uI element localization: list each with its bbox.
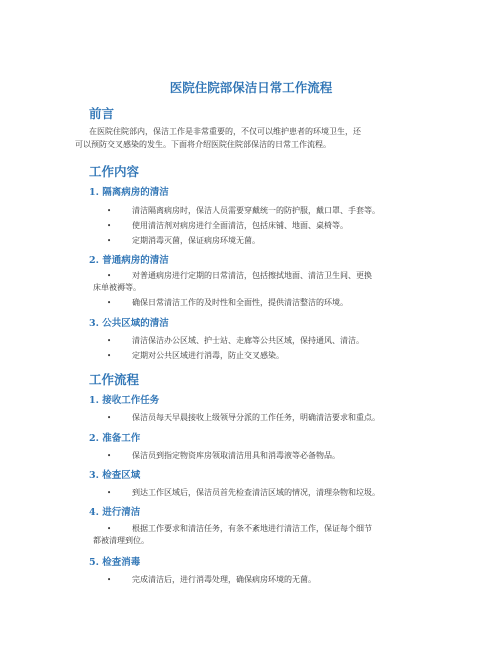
bullet-icon: • [107,337,112,345]
list-item-continuation: 床单被褥等。 [93,283,141,292]
list-item: 确保日常清洁工作的及时性和全面性，提供清洁整洁的环境。 [132,298,348,307]
list-item: 保洁员每天早晨接收上级领导分派的工作任务，明确清洁要求和重点。 [132,413,380,422]
list-item: 根据工作要求和清洁任务，有条不紊地进行清洁工作，保证每个细节 [132,524,372,533]
list-item: 对普通病房进行定期的日常清洁，包括擦拭地面、清洁卫生间、更换 [132,271,372,280]
bullet-icon: • [107,414,112,422]
section-isolation-ward-title: 1. 隔离病房的清洁 [89,187,169,198]
step-preparation-title: 2. 准备工作 [89,433,141,444]
bullet-icon: • [107,489,112,497]
intro-heading: 前言 [89,106,115,121]
bullet-icon: • [107,576,112,584]
step-disinfection-title: 5. 检查消毒 [89,557,141,568]
list-item: 定期消毒灭菌，保证病房环境无菌。 [132,236,260,245]
bullet-icon: • [107,207,112,215]
list-item: 使用清洁剂对病房进行全面清洁，包括床铺、地面、桌椅等。 [132,221,348,230]
step-inspect-area-title: 3. 检查区域 [89,470,141,481]
section-general-ward-title: 2. 普通病房的清洁 [89,255,169,266]
bullet-icon: • [107,237,112,245]
step-receive-task-title: 1. 接收工作任务 [89,395,160,406]
list-item: 清洁隔离病房时，保洁人员需要穿戴统一的防护服，戴口罩、手套等。 [132,206,380,215]
intro-line-2: 可以预防交叉感染的发生。下面将介绍医院住院部保洁的日常工作流程。 [75,140,331,149]
section-public-area-title: 3. 公共区域的清洁 [89,318,169,329]
list-item: 清洁保洁办公区域、护士站、走廊等公共区域，保持通风、清洁。 [132,336,364,345]
bullet-icon: • [107,299,112,307]
step-cleaning-title: 4. 进行清洁 [89,507,141,518]
list-item-continuation: 都被清理到位。 [93,536,149,545]
bullet-icon: • [107,222,112,230]
process-heading: 工作流程 [89,372,140,387]
bullet-icon: • [107,452,112,460]
content-heading: 工作内容 [89,164,140,179]
list-item: 定期对公共区域进行消毒，防止交叉感染。 [132,351,284,360]
intro-line-1: 在医院住院部内，保洁工作是非常重要的，不仅可以维护患者的环境卫生，还 [89,127,361,136]
bullet-icon: • [107,352,112,360]
list-item: 完成清洁后，进行消毒处理，确保病房环境的无菌。 [132,575,316,584]
bullet-icon: • [107,525,112,533]
bullet-icon: • [107,272,112,280]
document-title: 医院住院部保洁日常工作流程 [169,80,333,95]
list-item: 到达工作区域后，保洁员首先检查清洁区域的情况，清理杂物和垃圾。 [132,488,380,497]
list-item: 保洁员到指定物资库房领取清洁用具和消毒液等必备物品。 [132,451,340,460]
